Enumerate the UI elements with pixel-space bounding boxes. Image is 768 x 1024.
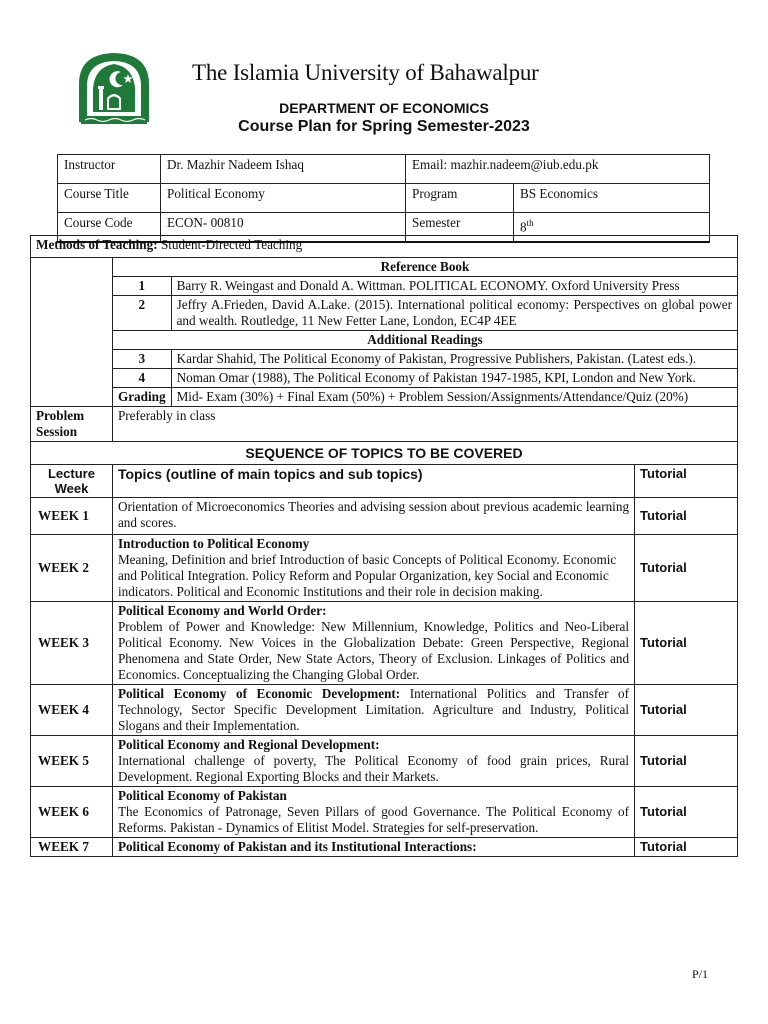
reference-text: Jeffry A.Frieden, David A.Lake. (2015). International political economy: Perspectives on global power and wealth. Routledge, 11 New Fetter Lane, London, EC4P 4EE: [171, 296, 737, 331]
course-plan-table: [30, 235, 738, 857]
course-title-value: Political Economy: [161, 184, 406, 213]
week-topic: [112, 838, 634, 857]
reading-text: Noman Omar (1988), The Political Economy of Pakistan 1947-1985, KPI, London and New York.: [171, 369, 737, 388]
week-label: WEEK 2: [31, 535, 113, 602]
reference-item: [31, 296, 738, 331]
reference-text: Barry R. Weingast and Donald A. Wittman. POLITICAL ECONOMY. Oxford University Press: [171, 277, 737, 296]
course-code-label: Course Code: [58, 213, 161, 243]
week-label: WEEK 5: [31, 736, 113, 787]
week-title: Introduction to Political Economy: [117, 536, 310, 551]
week-topic: [112, 787, 634, 838]
week-topic: [112, 685, 634, 736]
reading-number: 4: [112, 369, 171, 388]
week-row: [31, 838, 738, 857]
teaching-method-row: [31, 236, 738, 258]
week-body: International challenge of poverty, The Political Economy of food grain prices, Rural Development. Regional Exporting Blocks and their Markets.: [117, 753, 630, 784]
course-title-label: Course Title: [58, 184, 161, 213]
reference-item: [31, 277, 738, 296]
sequence-heading: SEQUENCE OF TOPICS TO BE COVERED: [31, 442, 738, 465]
reading-text: Kardar Shahid, The Political Economy of Pakistan, Progressive Publishers, Pakistan. (Latest eds.).: [171, 350, 737, 369]
week-label: WEEK 4: [31, 685, 113, 736]
additional-reading-item: [31, 350, 738, 369]
topics-header-row: [31, 465, 738, 498]
week-title: Political Economy of Pakistan: [117, 788, 287, 803]
week-row: [31, 685, 738, 736]
course-info-table: [57, 154, 710, 243]
week-topic: [112, 498, 634, 535]
week-inline-title: Political Economy of Economic Development:: [117, 686, 401, 701]
week-body: Orientation of Microeconomics Theories and advising session about previous academic learning and scores.: [117, 499, 630, 530]
week-body: Problem of Power and Knowledge: New Millennium, Knowledge, Politics and Neo-Liberal Political Economy. New Voices in the Globalization Debate: Green Perspective, Regional Phenomena and State Order, New State Actors, Theory of Exclusion. Linkages of Politics and Economics. Conceptualizing the Changing Global Order.: [117, 619, 630, 682]
week-tutorial: Tutorial: [635, 535, 738, 602]
week-tutorial: Tutorial: [635, 685, 738, 736]
additional-readings-heading-row: [31, 331, 738, 350]
sequence-heading-row: [31, 442, 738, 465]
program-label: Program: [406, 184, 514, 213]
instructor-value: Dr. Mazhir Nadeem Ishaq: [161, 155, 406, 184]
additional-readings-heading: Additional Readings: [112, 331, 737, 350]
week-tutorial: Tutorial: [635, 838, 738, 857]
week-tutorial: Tutorial: [635, 602, 738, 685]
topics-header: Topics (outline of main topics and sub topics): [112, 465, 634, 498]
grading-row: [31, 388, 738, 407]
week-row: [31, 602, 738, 685]
week-row: [31, 498, 738, 535]
page-number: P/1: [691, 967, 708, 981]
week-body: International Politics and Transfer of Technology, Sector Specific Development Limitation. Agriculture and Industry, Political Slogans and their Implementation.: [117, 686, 630, 733]
week-inline-title: Political Economy of Pakistan and its Institutional Interactions:: [117, 839, 477, 854]
week-tutorial: Tutorial: [635, 787, 738, 838]
week-label: WEEK 1: [31, 498, 113, 535]
reference-heading-row: [31, 258, 738, 277]
week-row: [31, 535, 738, 602]
instructor-email: Email: mazhir.nadeem@iub.edu.pk: [406, 155, 710, 184]
problem-session-value: Preferably in class: [112, 407, 737, 442]
week-label: WEEK 3: [31, 602, 113, 685]
course-code-value: ECON- 00810: [161, 213, 406, 243]
course-plan-title: Course Plan for Spring Semester-2023: [238, 118, 530, 135]
reference-book-heading: Reference Book: [112, 258, 737, 277]
week-tutorial: Tutorial: [635, 736, 738, 787]
semester-label: Semester: [406, 213, 514, 243]
program-value: BS Economics: [514, 184, 710, 213]
week-row: [31, 787, 738, 838]
references-left-blank: [31, 258, 113, 407]
week-title: Political Economy and Regional Development:: [117, 737, 380, 752]
additional-reading-item: [31, 369, 738, 388]
week-topic: [112, 602, 634, 685]
problem-session-row: [31, 407, 738, 442]
teaching-method-value: Student-Directed Teaching: [157, 237, 303, 252]
week-label: WEEK 7: [31, 838, 113, 857]
week-title: Political Economy and World Order:: [117, 603, 327, 618]
department-name: DEPARTMENT OF ECONOMICS: [279, 100, 489, 116]
reading-number: 3: [112, 350, 171, 369]
grading-value: Mid- Exam (30%) + Final Exam (50%) + Problem Session/Assignments/Attendance/Quiz (20%): [171, 388, 737, 407]
problem-session-label: Problem Session: [31, 407, 113, 442]
reference-number: 1: [112, 277, 171, 296]
lecture-week-header: Lecture Week: [31, 465, 113, 498]
instructor-row: [58, 155, 710, 184]
tutorial-header: Tutorial: [635, 465, 738, 498]
teaching-method-label: Methods of Teaching:: [36, 237, 158, 252]
week-row: [31, 736, 738, 787]
week-tutorial: Tutorial: [635, 498, 738, 535]
university-name: The Islamia University of Bahawalpur: [192, 60, 539, 85]
week-topic: [112, 736, 634, 787]
course-title-row: [58, 184, 710, 213]
grading-label: Grading: [112, 388, 171, 407]
reference-number: 2: [112, 296, 171, 331]
week-body: Meaning, Definition and brief Introduction of basic Concepts of Political Economy. Economic and Political Integration. Policy Reform and Popular Organization, key Social and Economic indicators. Political and Economic Institutions and their role in decision making.: [117, 552, 617, 599]
week-body: The Economics of Patronage, Seven Pillars of good Governance. The Political Economy of Reforms. Pakistan - Dynamics of Elitist Model. Strategies for self-preservation.: [117, 804, 630, 835]
instructor-label: Instructor: [58, 155, 161, 184]
semester-value: 8th: [514, 213, 710, 243]
week-label: WEEK 6: [31, 787, 113, 838]
week-topic: [112, 535, 634, 602]
